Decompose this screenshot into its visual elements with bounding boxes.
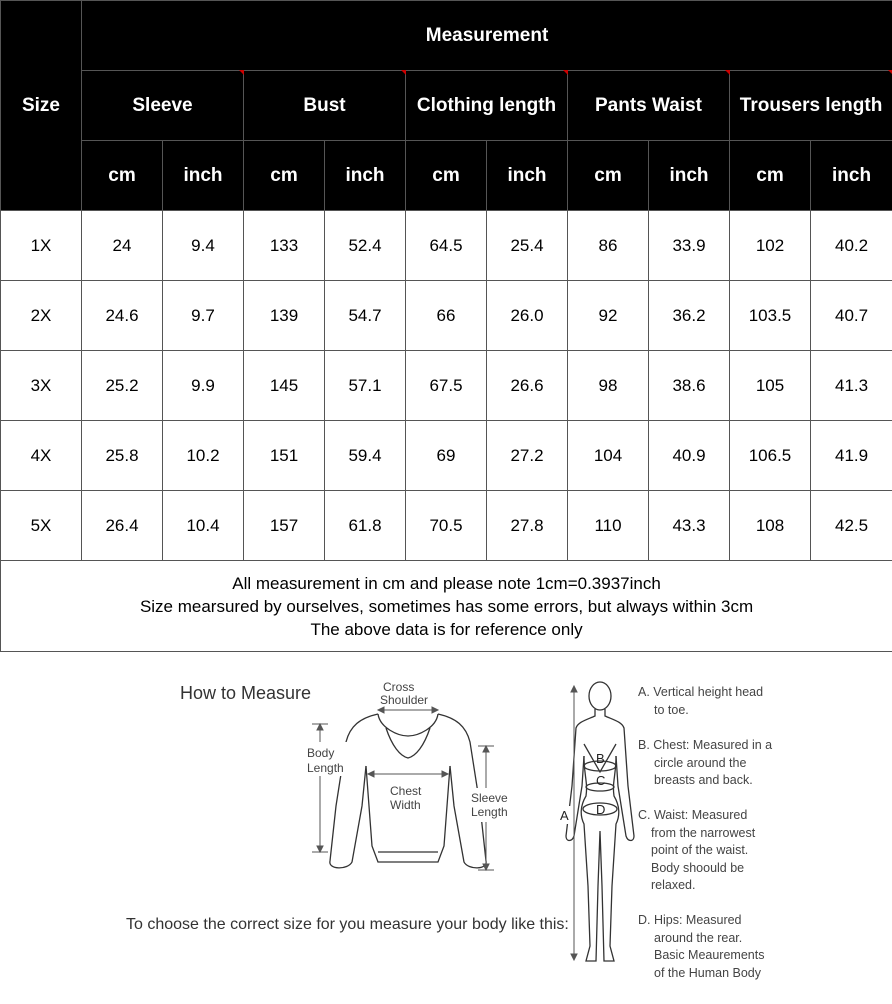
body-length-label: Length (307, 761, 344, 775)
unit-inch: inch (325, 141, 406, 211)
legend-line: A. Vertical height head (638, 685, 764, 699)
unit-cm: cm (730, 141, 811, 211)
unit-cm: cm (82, 141, 163, 211)
value-cell: 151 (244, 421, 325, 491)
how-to-measure-title: How to Measure (180, 683, 312, 703)
value-cell: 10.2 (163, 421, 244, 491)
table-row (1, 491, 892, 561)
value-cell: 102 (730, 211, 811, 281)
size-cell: 4X (1, 421, 82, 491)
value-cell: 40.9 (649, 421, 730, 491)
instruction-text: To choose the correct size for you measure your body like this: (126, 916, 569, 933)
value-cell: 66 (406, 281, 487, 351)
value-cell: 92 (568, 281, 649, 351)
value-cell: 9.9 (163, 351, 244, 421)
value-cell: 67.5 (406, 351, 487, 421)
value-cell: 59.4 (325, 421, 406, 491)
body-head (589, 682, 611, 710)
value-cell: 105 (730, 351, 811, 421)
cross-shoulder-label: Cross (383, 680, 415, 694)
note-line: Size mearsured by ourselves, sometimes has some errors, but always within 3cm (139, 596, 754, 616)
value-cell: 26.4 (82, 491, 163, 561)
size-cell: 1X (1, 211, 82, 281)
value-cell: 70.5 (406, 491, 487, 561)
cross-shoulder-label: Shoulder (380, 693, 429, 707)
group-header-sleeve: Sleeve (82, 71, 244, 141)
value-cell: 9.7 (163, 281, 244, 351)
value-cell: 139 (244, 281, 325, 351)
body-length-label: Body (307, 746, 335, 760)
value-cell: 133 (244, 211, 325, 281)
unit-inch: inch (649, 141, 730, 211)
legend-line: C. Waist: Measured (638, 808, 748, 822)
body-diagram (566, 682, 634, 961)
legend-line: from the narrowest (651, 826, 756, 840)
size-cell: 2X (1, 281, 82, 351)
value-cell: 64.5 (406, 211, 487, 281)
value-cell: 145 (244, 351, 325, 421)
unit-cm: cm (568, 141, 649, 211)
body-letter-a: A (560, 808, 569, 823)
legend-line: to toe. (654, 703, 689, 717)
value-cell: 24 (82, 211, 163, 281)
legend-line: B. Chest: Measured in a (638, 738, 773, 752)
value-cell: 41.9 (811, 421, 892, 491)
value-cell: 9.4 (163, 211, 244, 281)
group-header-trousers-length: Trousers length (730, 71, 892, 141)
legend-line: around the rear. (654, 931, 743, 945)
body-letter-b: B (596, 751, 605, 766)
group-header-clothing-length: Clothing length (406, 71, 568, 141)
sleeve-length-label: Length (471, 805, 508, 819)
value-cell: 104 (568, 421, 649, 491)
size-cell: 3X (1, 351, 82, 421)
value-cell: 61.8 (325, 491, 406, 561)
size-cell: 5X (1, 491, 82, 561)
unit-cm: cm (244, 141, 325, 211)
value-cell: 25.4 (487, 211, 568, 281)
size-header: Size (1, 1, 82, 211)
legend-line: circle around the (654, 756, 747, 770)
legend-line: D. Hips: Measured (638, 913, 742, 927)
unit-header-row (1, 141, 892, 211)
measurement-legend (638, 685, 772, 980)
legend-line: point of the waist. (651, 843, 749, 857)
sleeve-length-label: Sleeve (471, 791, 508, 805)
chest-width-arrow (368, 771, 448, 777)
value-cell: 36.2 (649, 281, 730, 351)
value-cell: 86 (568, 211, 649, 281)
value-cell: 54.7 (325, 281, 406, 351)
legend-line: relaxed. (651, 878, 696, 892)
value-cell: 69 (406, 421, 487, 491)
unit-inch: inch (487, 141, 568, 211)
value-cell: 38.6 (649, 351, 730, 421)
value-cell: 98 (568, 351, 649, 421)
cross-shoulder-arrow (378, 707, 438, 713)
legend-line: Basic Meaurements (654, 948, 765, 962)
legend-line: of the Human Body (654, 966, 762, 980)
value-cell: 25.2 (82, 351, 163, 421)
legend-line: Body shoould be (651, 861, 745, 875)
value-cell: 26.0 (487, 281, 568, 351)
body-letter-c: C (596, 773, 606, 788)
unit-cm: cm (406, 141, 487, 211)
value-cell: 108 (730, 491, 811, 561)
chest-width-label: Width (390, 798, 421, 812)
value-cell: 25.8 (82, 421, 163, 491)
value-cell: 157 (244, 491, 325, 561)
table-row (1, 281, 892, 351)
group-header-bust: Bust (244, 71, 406, 141)
table-row (1, 421, 892, 491)
unit-inch: inch (163, 141, 244, 211)
body-right-arm (605, 709, 634, 841)
notes-cell (1, 561, 892, 652)
value-cell: 24.6 (82, 281, 163, 351)
value-cell: 52.4 (325, 211, 406, 281)
how-to-measure-illustration (0, 656, 892, 1004)
note-line: The above data is for reference only (310, 619, 583, 639)
size-rows (1, 211, 892, 561)
legend-line: breasts and back. (654, 773, 753, 787)
value-cell: 27.8 (487, 491, 568, 561)
chest-width-label: Chest (390, 784, 422, 798)
sweater-left-sleeve (330, 714, 378, 868)
value-cell: 27.2 (487, 421, 568, 491)
note-line: All measurement in cm and please note 1cm=0.3937inch (232, 573, 661, 593)
value-cell: 106.5 (730, 421, 811, 491)
unit-inch: inch (811, 141, 892, 211)
value-cell: 57.1 (325, 351, 406, 421)
group-header-pants-waist: Pants Waist (568, 71, 730, 141)
table-row (1, 211, 892, 281)
measurement-header: Measurement (82, 1, 892, 71)
value-cell: 43.3 (649, 491, 730, 561)
value-cell: 40.7 (811, 281, 892, 351)
value-cell: 26.6 (487, 351, 568, 421)
value-cell: 10.4 (163, 491, 244, 561)
value-cell: 40.2 (811, 211, 892, 281)
table-row (1, 351, 892, 421)
value-cell: 33.9 (649, 211, 730, 281)
value-cell: 41.3 (811, 351, 892, 421)
body-letter-d: D (596, 802, 606, 817)
value-cell: 110 (568, 491, 649, 561)
value-cell: 103.5 (730, 281, 811, 351)
value-cell: 42.5 (811, 491, 892, 561)
